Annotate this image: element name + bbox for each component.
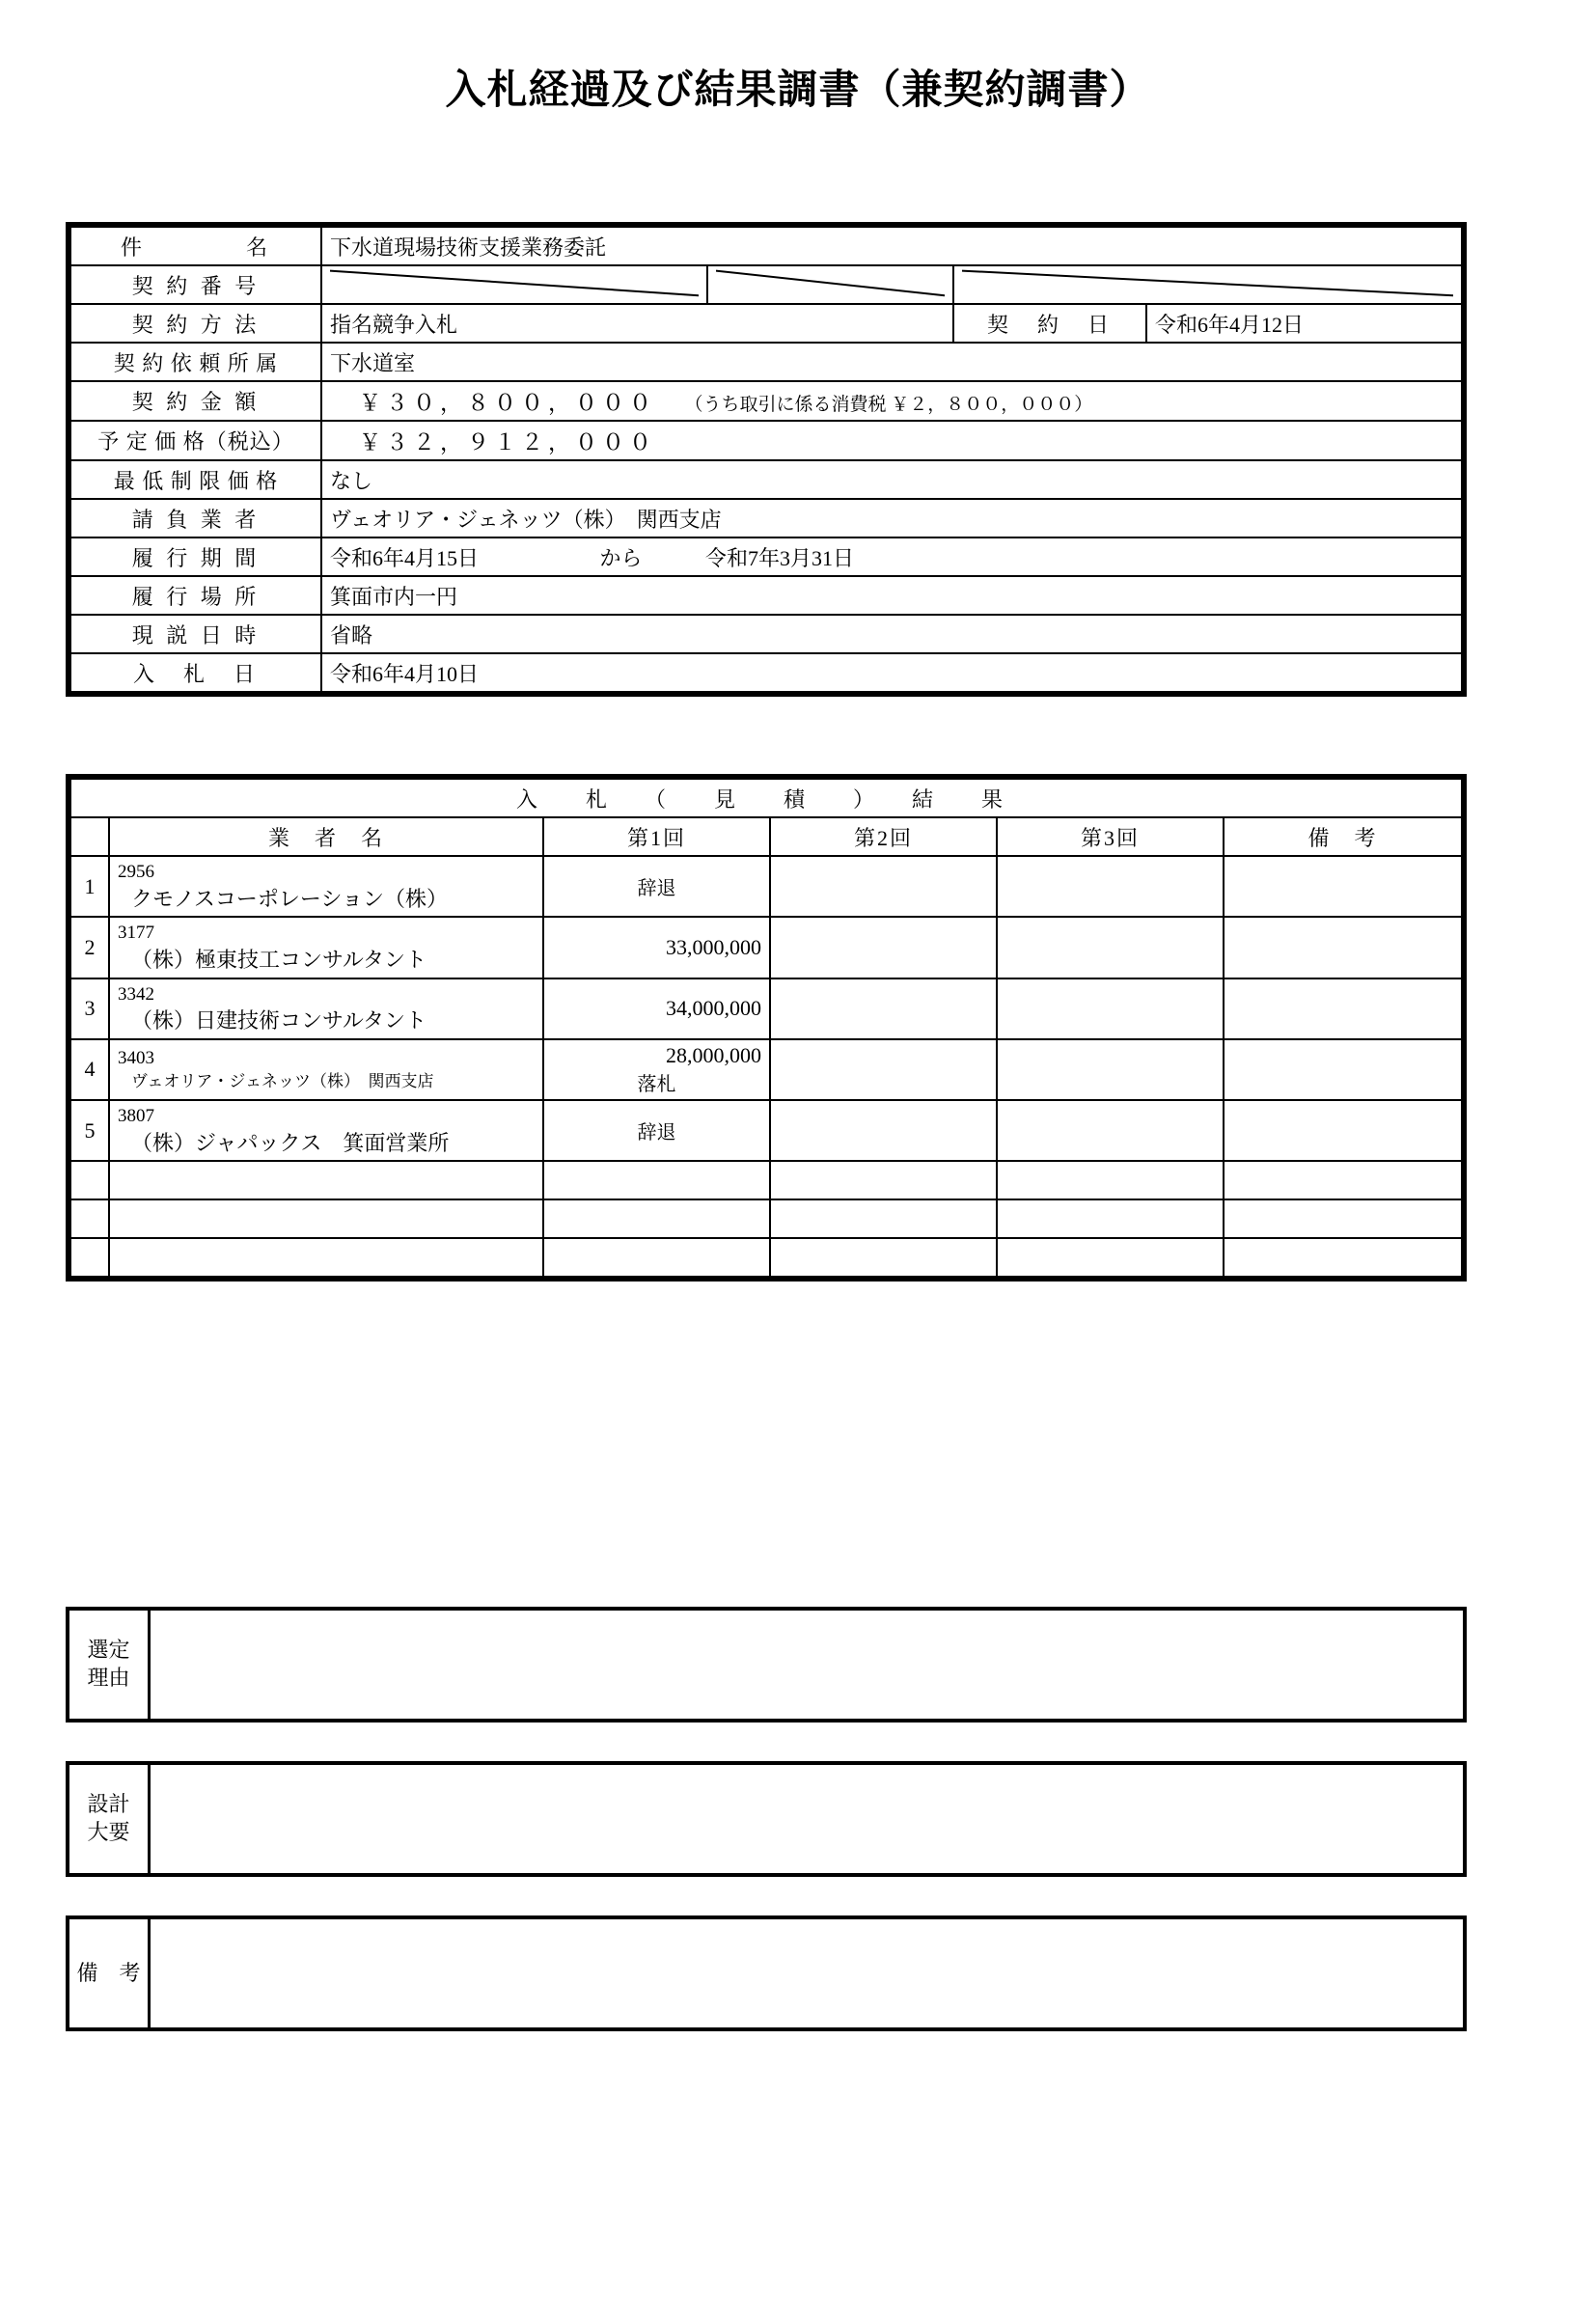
round3-cell [997,1238,1224,1277]
row-number [70,1199,109,1238]
round2-cell [770,978,997,1039]
bidder-name: クモノスコーポレーション（株） [131,886,449,911]
contract-method-label: 契 約 方 法 [70,304,321,343]
round1-cell [543,1039,770,1100]
remark-cell [1224,856,1462,917]
bid-result-table [66,774,1467,1282]
round3-cell [997,1100,1224,1161]
period-value-cell [321,537,1462,576]
bidder-name: （株）ジャパックス 箕面営業所 [131,1130,450,1155]
place-label: 履 行 場 所 [70,576,321,615]
contract-date-label: 契 約 日 [953,304,1146,343]
bidder-cell [109,1039,543,1100]
period-to: 令和7年3月31日 [705,545,855,570]
round3-cell [997,978,1224,1039]
amount-value: ￥３０，８００，０００ [359,391,656,415]
amount-label: 契 約 金 額 [70,381,321,421]
col-round1: 第1回 [543,817,770,856]
bidder-code: 2956 [118,862,154,882]
col-no [70,817,109,856]
row-number [70,1161,109,1199]
bidder-code: 3403 [118,1048,154,1069]
bidder-cell [109,856,543,917]
period-separator: から [599,545,643,570]
contract-method-value: 指名競争入札 [321,304,953,343]
request-dept-value: 下水道室 [321,343,1462,381]
round1-cell [543,856,770,917]
bidder-code: 3177 [118,923,154,944]
bidder-cell [109,1238,543,1277]
bid-date-value: 令和6年4月10日 [321,653,1462,692]
round2-cell [770,1161,997,1199]
round3-cell [997,917,1224,978]
round3-cell [997,1161,1224,1199]
period-label: 履 行 期 間 [70,537,321,576]
row-min-limit [70,460,1462,499]
result-header-row [70,817,1462,856]
col-round2: 第2回 [770,817,997,856]
page-title: 入札経過及び結果調書（兼契約調書） [445,67,1151,112]
result-title-row [70,779,1462,817]
round1-amount: 28,000,000 [666,1042,761,1067]
contract-no-value-1 [321,265,707,304]
place-value: 箕面市内一円 [321,576,1462,615]
round1-cell [543,1161,770,1199]
remark-cell [1224,1199,1462,1238]
round1-note: 辞退 [637,1122,676,1144]
bidder-name: ヴェオリア・ジェネッツ（株） 関西支店 [131,1071,434,1090]
estimate-value-cell [321,421,1462,460]
round1-cell [543,1199,770,1238]
round1-amount: 33,000,000 [666,934,761,959]
row-estimate [70,421,1462,460]
bidder-cell [109,917,543,978]
row-contract-method [70,304,1462,343]
row-number: 3 [70,978,109,1039]
row-subject [70,227,1462,265]
remarks-box [66,1915,1467,2031]
row-amount [70,381,1462,421]
estimate-label: 予 定 価 格（税込） [70,421,321,460]
selection-reason-box [66,1607,1467,1722]
amount-value-cell [321,381,1462,421]
row-request-dept [70,343,1462,381]
subject-label: 件 名 [70,227,321,265]
round1-cell [543,978,770,1039]
remark-cell [1224,1238,1462,1277]
bidder-cell [109,978,543,1039]
bidder-cell [109,1161,543,1199]
round1-cell [543,1100,770,1161]
round1-note: 辞退 [637,878,676,900]
request-dept-label: 契 約 依 頼 所 属 [70,343,321,381]
remark-cell [1224,978,1462,1039]
round1-amount: 34,000,000 [666,996,761,1021]
remark-cell [1224,1039,1462,1100]
min-limit-label: 最 低 制 限 価 格 [70,460,321,499]
result-title: 入 札 （ 見 積 ） 結 果 [70,779,1462,817]
estimate-value: ￥３２，９１２，０００ [359,430,656,455]
design-outline-box [66,1761,1467,1877]
contract-no-value-2 [707,265,953,304]
round2-cell [770,1199,997,1238]
min-limit-value: なし [321,460,1462,499]
row-period [70,537,1462,576]
period-from: 令和6年4月15日 [330,545,480,570]
table-row [70,978,1462,1039]
round2-cell [770,1039,997,1100]
contract-date-value: 令和6年4月12日 [1146,304,1462,343]
document-page [0,58,1596,2315]
bidder-code: 3807 [118,1105,154,1126]
bidder-cell [109,1100,543,1161]
briefing-value: 省略 [321,615,1462,653]
table-row [70,856,1462,917]
amount-tax-note: （うち取引に係る消費税 ￥２，８００，０００） [684,395,1093,415]
col-round3: 第3回 [997,817,1224,856]
remark-cell [1224,1100,1462,1161]
col-remark: 備 考 [1224,817,1462,856]
round3-cell [997,1199,1224,1238]
remark-cell [1224,917,1462,978]
row-number: 2 [70,917,109,978]
table-row [70,917,1462,978]
subject-value: 下水道現場技術支援業務委託 [321,227,1462,265]
bidder-cell [109,1199,543,1238]
round2-cell [770,1100,997,1161]
row-briefing [70,615,1462,653]
round2-cell [770,1238,997,1277]
row-number [70,1238,109,1277]
bidder-name: （株）日建技術コンサルタント [131,1008,427,1033]
design-outline-label: 設計 大要 [69,1765,151,1873]
row-contractor [70,499,1462,537]
col-bidder-name: 業 者 名 [109,817,543,856]
table-row [70,1199,1462,1238]
row-number: 4 [70,1039,109,1100]
round2-cell [770,856,997,917]
row-place [70,576,1462,615]
contract-info-table [66,222,1467,697]
row-number: 1 [70,856,109,917]
contractor-value: ヴェオリア・ジェネッツ（株） 関西支店 [321,499,1462,537]
round1-cell [543,917,770,978]
remark-cell [1224,1161,1462,1199]
table-row [70,1100,1462,1161]
table-row [70,1238,1462,1277]
selection-reason-value [151,1611,1463,1719]
contract-no-label: 契 約 番 号 [70,265,321,304]
table-row [70,1039,1462,1100]
briefing-label: 現 説 日 時 [70,615,321,653]
table-row [70,1161,1462,1199]
remarks-value [151,1919,1463,2027]
round1-note: 落札 [637,1073,676,1095]
round2-cell [770,917,997,978]
bidder-code: 3342 [118,983,154,1005]
row-number: 5 [70,1100,109,1161]
contractor-label: 請 負 業 者 [70,499,321,537]
row-bid-date [70,653,1462,692]
round3-cell [997,1039,1224,1100]
bid-date-label: 入 札 日 [70,653,321,692]
design-outline-value [151,1765,1463,1873]
row-contract-no [70,265,1462,304]
round1-cell [543,1238,770,1277]
selection-reason-label: 選定 理由 [69,1611,151,1719]
remarks-label: 備 考 [69,1919,151,2027]
bidder-name: （株）極東技工コンサルタント [131,947,427,972]
round3-cell [997,856,1224,917]
contract-no-value-3 [953,265,1462,304]
